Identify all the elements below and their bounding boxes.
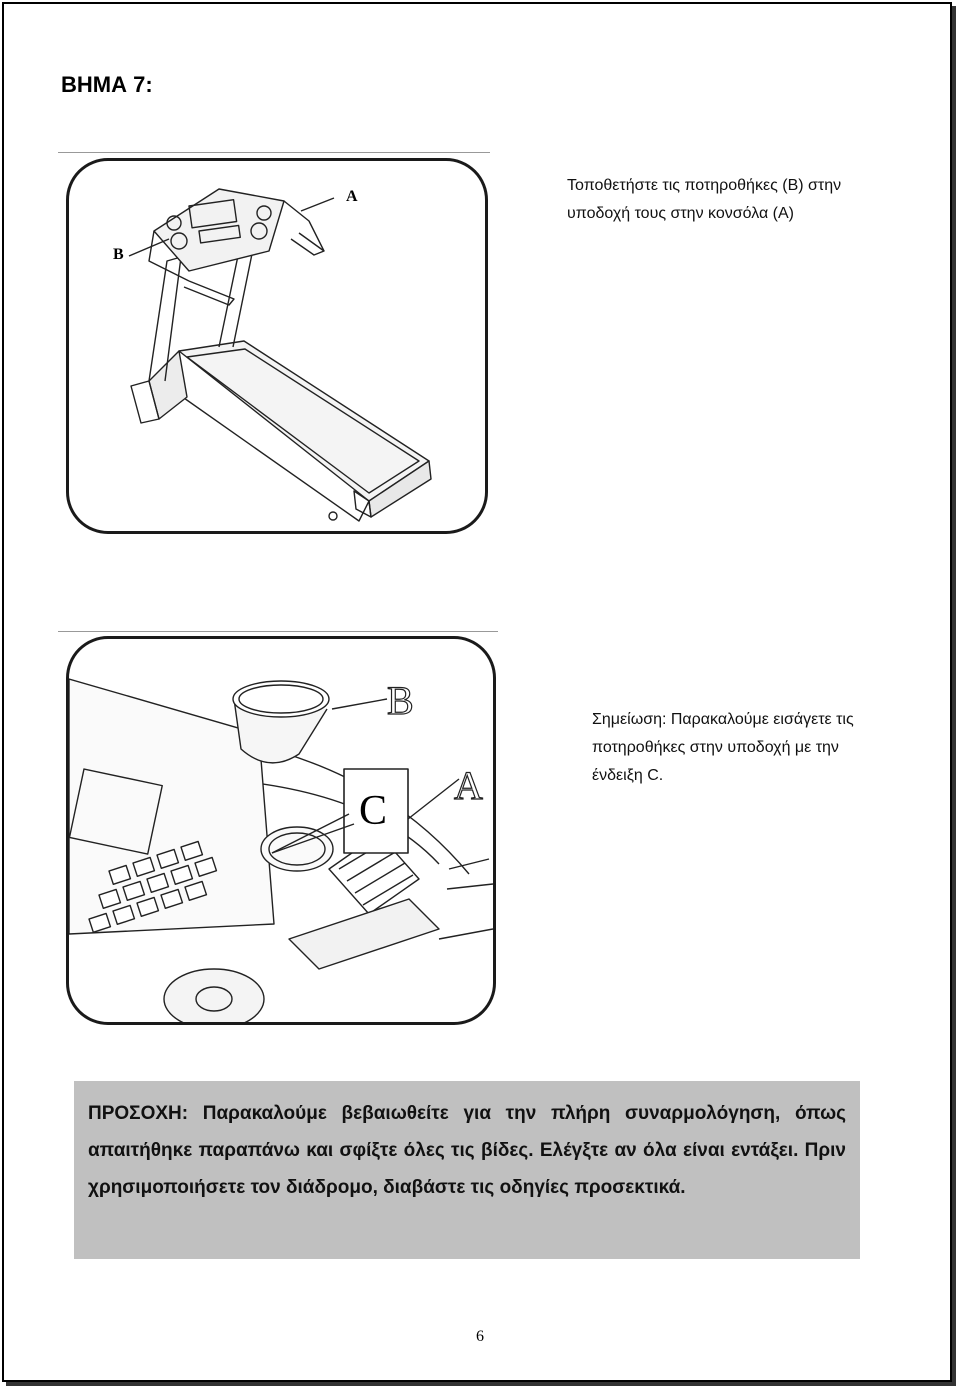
step-instruction-line2: υποδοχή τους στην κονσόλα (A) [567,205,794,222]
warning-box [74,1081,860,1259]
treadmill-overview-figure [66,158,488,534]
figure2-label-c: C [359,788,388,834]
note-text [592,706,917,790]
step-instruction-text [567,172,895,228]
note-line3: ένδειξη C. [592,767,664,784]
figure2-label-b: B [387,678,414,723]
warning-text: ΠΡΟΣΟΧΗ: Παρακαλούμε βεβαιωθείτε για την πλήρη συναρμολόγηση, όπως απαιτήθηκε παραπάνω και σφίξτε όλες τις βίδες. Ελέγξτε αν όλα είναι εντάξει. Πριν χρησιμοποιήσετε τον διάδρομο, διαβάστε τις οδηγίες προσεκτικά. [88,1103,846,1198]
step-heading: ΒΗΜΑ 7: [61,72,153,97]
figure1-top-rule [58,152,490,153]
figure1-label-b: B [113,246,124,263]
note-line1: Σημείωση: Παρακαλούμε εισάγετε τις [592,711,854,728]
treadmill-illustration [69,161,485,531]
cup-holder-illustration [69,639,493,1022]
figure2-label-a: A [454,763,483,808]
note-line2: ποτηροθήκες στην υποδοχή με την [592,739,839,756]
page-number: 6 [476,1328,484,1345]
figure2-top-rule [58,631,498,632]
step-instruction-line1: Τοποθετήστε τις ποτηροθήκες (B) στην [567,177,842,194]
cup-holder-detail-figure [66,636,496,1025]
figure1-label-a: A [346,188,358,205]
